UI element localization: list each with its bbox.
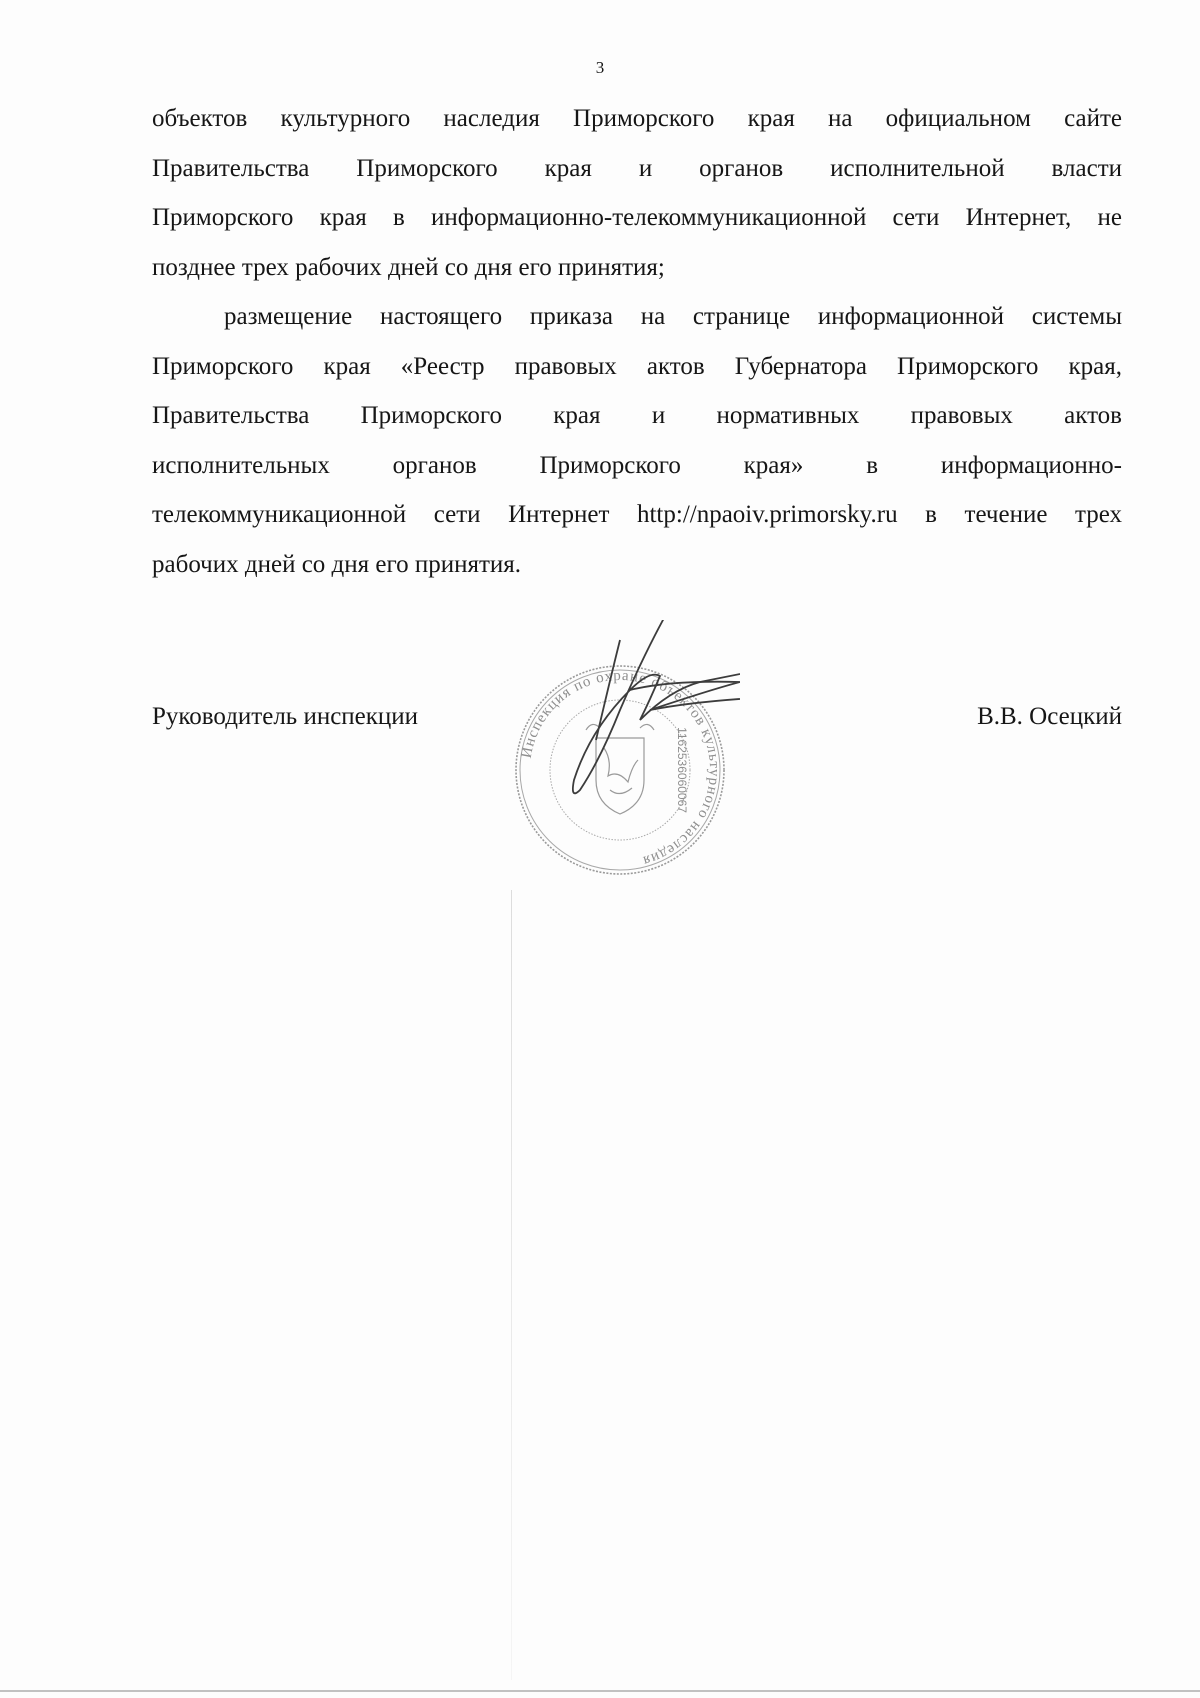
paragraph-line: Правительства Приморского края и органов исполнительной власти: [152, 154, 1122, 182]
coat-of-arms-stamp-icon: [500, 620, 740, 890]
paragraph-line: рабочих дней со дня его принятия.: [152, 550, 522, 578]
scan-fold-line: [511, 890, 512, 1680]
paragraph-line: Приморского края «Реестр правовых актов Губернатора Приморского края,: [152, 352, 1122, 380]
paragraph-line: размещение настоящего приказа на странице информационной системы: [224, 303, 1122, 330]
paragraph-line: Приморского края в информационно-телекоммуникационной сети Интернет, не: [152, 204, 1122, 231]
paragraph-line: исполнительных органов Приморского края» в информационно-: [152, 451, 1122, 479]
paragraph-1: [152, 94, 1122, 292]
document-body: [152, 94, 1122, 589]
stamp-outer-text: Инспекция по охране объектов культурного наследия: [518, 667, 723, 869]
paragraph-line: телекоммуникационной сети Интернет http://npaoiv.primorsky.ru в течение трех: [152, 501, 1122, 528]
stamp-number: 1162536060067: [675, 727, 689, 813]
svg-text:Инспекция по охране объектов к: [519, 668, 722, 869]
signatory-name: В.В. Осецкий: [977, 703, 1122, 730]
page-number: 3: [595, 58, 605, 77]
scan-bottom-edge: [0, 1690, 1200, 1692]
paragraph-line: Правительства Приморского края и нормативных правовых актов: [152, 402, 1122, 429]
signatory-position: Руководитель инспекции: [152, 703, 419, 730]
paragraph-line: позднее трех рабочих дней со дня его принятия;: [152, 253, 665, 281]
official-stamp: [500, 620, 740, 890]
paragraph-2: [152, 292, 1122, 589]
paragraph-line: объектов культурного наследия Приморского края на официальном сайте: [152, 105, 1122, 132]
